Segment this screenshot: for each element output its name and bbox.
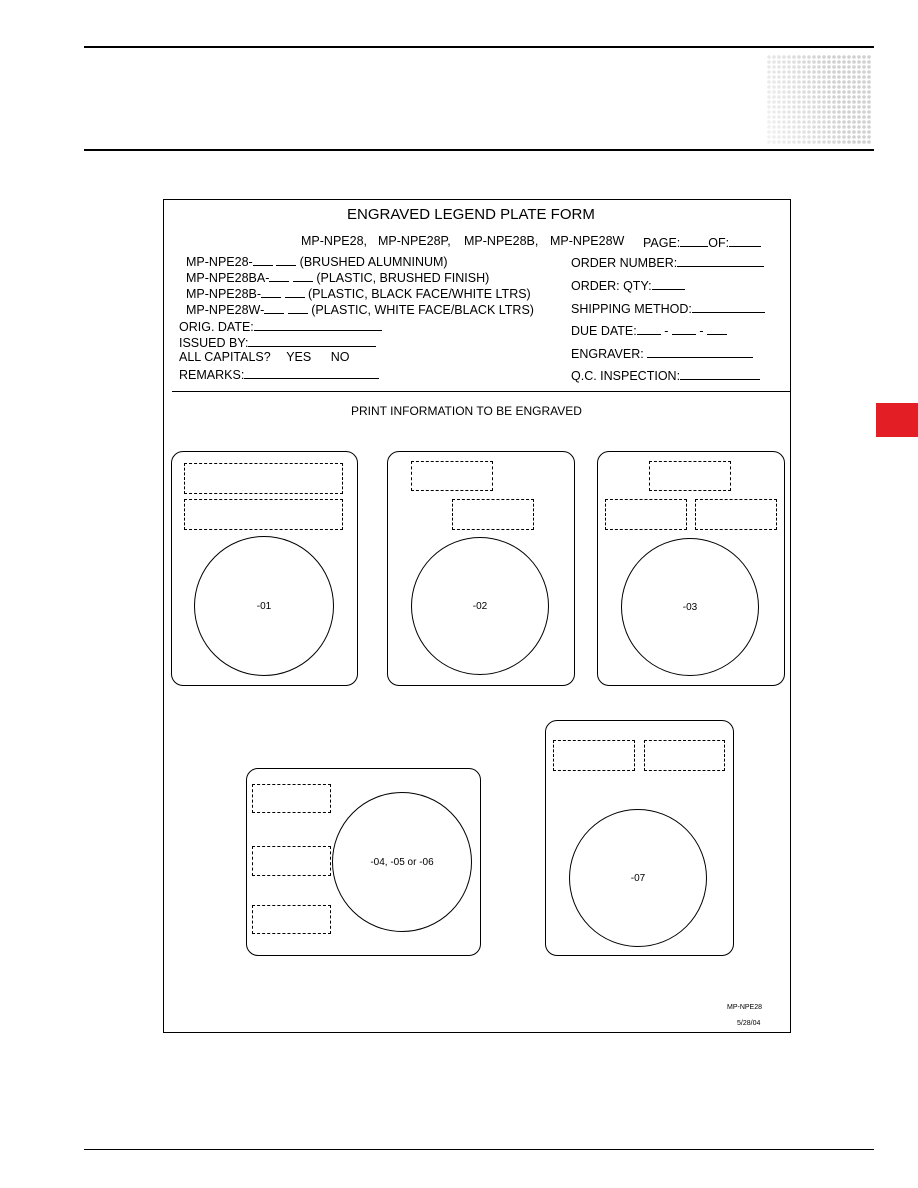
legend-box[interactable] <box>452 499 534 530</box>
footer-code: MP-NPE28 <box>727 1004 763 1011</box>
form-title: ENGRAVED LEGEND PLATE FORM <box>347 206 595 223</box>
plate-circle-02 <box>411 537 549 675</box>
option-desc: (PLASTIC, WHITE FACE/BLACK LTRS) <box>311 303 534 317</box>
plate-circle-01 <box>194 536 334 676</box>
order-number-blank[interactable] <box>677 255 764 267</box>
order-number-label: ORDER NUMBER: <box>571 256 678 270</box>
option-desc: (PLASTIC, BLACK FACE/WHITE LTRS) <box>308 287 531 301</box>
option-code: MP-NPE28B- <box>186 287 262 301</box>
page-field <box>643 235 761 250</box>
plate-circle-04 <box>332 792 472 932</box>
legend-box[interactable] <box>184 499 343 530</box>
plate-label-03: -03 <box>682 601 698 613</box>
due-date-field: DUE DATE: - - <box>571 323 727 338</box>
halftone-dots <box>766 54 872 146</box>
engraver-field <box>571 346 753 361</box>
page-label: PAGE: <box>643 236 681 250</box>
option-blank[interactable] <box>285 286 305 298</box>
legend-box[interactable] <box>553 740 635 771</box>
model-4: MP-NPE28W <box>550 234 625 248</box>
yes-option[interactable]: YES <box>286 350 312 364</box>
legend-box[interactable] <box>644 740 725 771</box>
option-row-3 <box>186 286 531 301</box>
of-label: OF: <box>708 236 730 250</box>
orig-date-field <box>179 319 382 334</box>
option-blank[interactable] <box>293 270 313 282</box>
due-date-label: DUE DATE: <box>571 324 637 338</box>
option-row-4 <box>186 302 534 317</box>
option-blank[interactable] <box>253 254 273 266</box>
model-2: MP-NPE28P, <box>378 234 451 248</box>
option-code: MP-NPE28- <box>186 255 253 269</box>
header-top-rule <box>84 46 874 48</box>
plate-label-01: -01 <box>256 600 272 612</box>
remarks-field <box>179 367 379 382</box>
engraver-label: ENGRAVER: <box>571 347 644 361</box>
order-qty-blank[interactable] <box>652 278 685 290</box>
of-blank[interactable] <box>729 235 761 247</box>
shipping-method-label: SHIPPING METHOD: <box>571 302 692 316</box>
due-date-blank[interactable] <box>707 323 727 335</box>
option-blank[interactable] <box>269 270 289 282</box>
issued-by-field <box>179 335 376 350</box>
footer-date: 5/28/04 <box>737 1020 761 1027</box>
remarks-label: REMARKS: <box>179 368 245 382</box>
print-info-heading: PRINT INFORMATION TO BE ENGRAVED <box>351 404 582 418</box>
page-blank[interactable] <box>680 235 708 247</box>
legend-box[interactable] <box>411 461 493 491</box>
no-option[interactable]: NO <box>330 350 350 364</box>
option-code: MP-NPE28W- <box>186 303 265 317</box>
due-date-blank[interactable] <box>672 323 696 335</box>
legend-box[interactable] <box>184 463 343 494</box>
legend-box[interactable] <box>695 499 777 530</box>
orig-date-label: ORIG. DATE: <box>179 320 254 334</box>
form-divider <box>172 391 791 392</box>
issued-by-blank[interactable] <box>248 335 376 347</box>
footer-rule <box>84 1149 874 1150</box>
legend-box[interactable] <box>605 499 687 530</box>
option-blank[interactable] <box>276 254 296 266</box>
option-desc: (PLASTIC, BRUSHED FINISH) <box>316 271 490 285</box>
header-bottom-rule <box>84 149 874 151</box>
option-desc: (BRUSHED ALUMNINUM) <box>299 255 448 269</box>
qc-inspection-blank[interactable] <box>680 368 760 380</box>
option-row-2 <box>186 270 489 285</box>
remarks-blank[interactable] <box>244 367 379 379</box>
engraver-blank[interactable] <box>647 346 753 358</box>
option-code: MP-NPE28BA- <box>186 271 270 285</box>
legend-box[interactable] <box>252 905 331 934</box>
model-1: MP-NPE28, <box>301 234 367 248</box>
orig-date-blank[interactable] <box>254 319 382 331</box>
plate-circle-03 <box>621 538 759 676</box>
shipping-method-blank[interactable] <box>692 301 765 313</box>
plate-label-04: -04, -05 or -06 <box>370 856 434 868</box>
option-row-1 <box>186 254 448 269</box>
qc-inspection-label: Q.C. INSPECTION: <box>571 369 681 383</box>
all-capitals-label: ALL CAPITALS? <box>179 350 271 364</box>
section-tab <box>876 403 918 437</box>
order-qty-label: ORDER: QTY: <box>571 279 652 293</box>
due-date-blank[interactable] <box>637 323 661 335</box>
legend-box[interactable] <box>252 846 331 876</box>
legend-box[interactable] <box>649 461 731 491</box>
plate-label-02: -02 <box>472 600 488 612</box>
order-qty-field <box>571 278 685 293</box>
order-number-field <box>571 255 764 270</box>
plate-circle-07 <box>569 809 707 947</box>
option-blank[interactable] <box>261 286 281 298</box>
model-3: MP-NPE28B, <box>464 234 539 248</box>
issued-by-label: ISSUED BY: <box>179 336 249 350</box>
option-blank[interactable] <box>264 302 284 314</box>
legend-box[interactable] <box>252 784 331 813</box>
qc-inspection-field <box>571 368 760 383</box>
all-capitals-field <box>179 350 349 364</box>
option-blank[interactable] <box>288 302 308 314</box>
plate-label-07: -07 <box>630 872 646 884</box>
shipping-method-field <box>571 301 765 316</box>
